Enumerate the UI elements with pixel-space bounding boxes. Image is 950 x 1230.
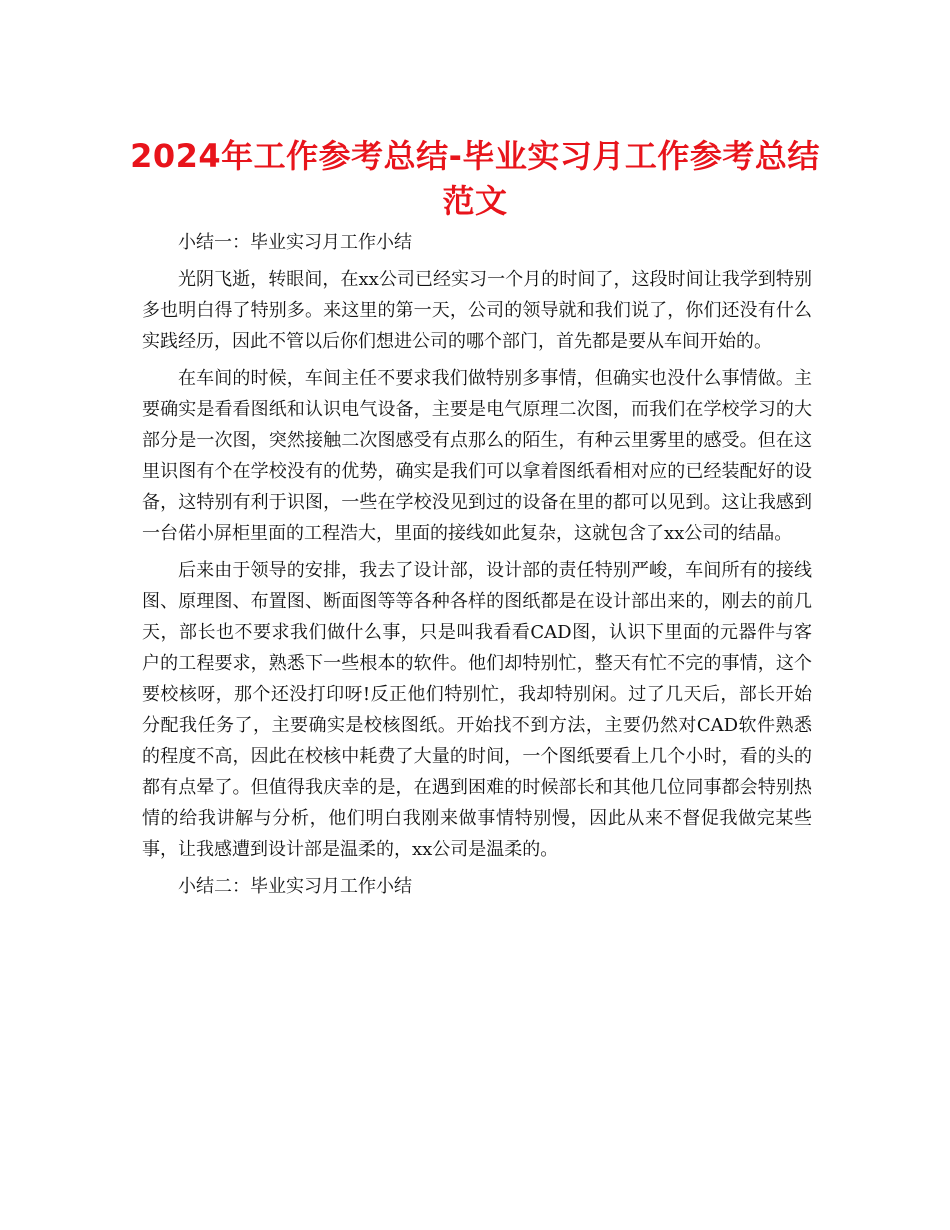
document-title: 2024年工作参考总结-毕业实习月工作参考总结范文 — [130, 137, 820, 220]
paragraph-3: 后来由于领导的安排，我去了设计部，设计部的责任特别严峻，车间所有的接线图、原理图、布置图、断面图等等各种各样的图纸都是在设计部出来的，刚去的前几天，部长也不要求我们做什么事，只是叫我看看CAD图，认识下里面的元器件与客户的工程要求，熟悉下一些根本的软件。他们却特别忙，整天有忙不完的事情，这个要校核呀，那个还没打印呀!反正他们特别忙，我却特别闲。过了几天后，部长开始分配我任务了，主要确实是校核图纸。开始找不到方法，主要仍然对CAD软件熟悉的程度不高，因此在校核中耗费了大量的时间，一个图纸要看上几个小时，看的头的都有点晕了。但值得我庆幸的是，在遇到困难的时候部长和其他几位同事都会特别热情的给我讲解与分析，他们明白我刚来做事情特别慢，因此从来不督促我做完某些事，让我感遭到设计部是温柔的，xx公司是温柔的。 — [142, 560, 812, 860]
section-heading-2: 小结二：毕业实习月工作小结 — [178, 876, 412, 897]
section-heading-1: 小结一：毕业实习月工作小结 — [178, 232, 412, 253]
paragraph-2: 在车间的时候，车间主任不要求我们做特别多事情，但确实也没什么事情做。主要确实是看看图纸和认识电气设备，主要是电气原理二次图，而我们在学校学习的大部分是一次图，突然接触二次图感受有点那么的陌生，有种云里雾里的感受。但在这里识图有个在学校没有的优势，确实是我们可以拿着图纸看相对应的已经装配好的设备，这特别有利于识图，一些在学校没见到过的设备在里的都可以见到。这让我感到一台偌小屏柜里面的工程浩大，里面的接线如此复杂，这就包含了xx公司的结晶。 — [142, 368, 812, 544]
document-body — [142, 227, 812, 908]
paragraph-1: 光阴飞逝，转眼间，在xx公司已经实习一个月的时间了，这段时间让我学到特别多也明白得了特别多。来这里的第一天，公司的领导就和我们说了，你们还没有什么实践经历，因此不管以后你们想进公司的哪个部门，首先都是要从车间开始的。 — [142, 269, 812, 352]
